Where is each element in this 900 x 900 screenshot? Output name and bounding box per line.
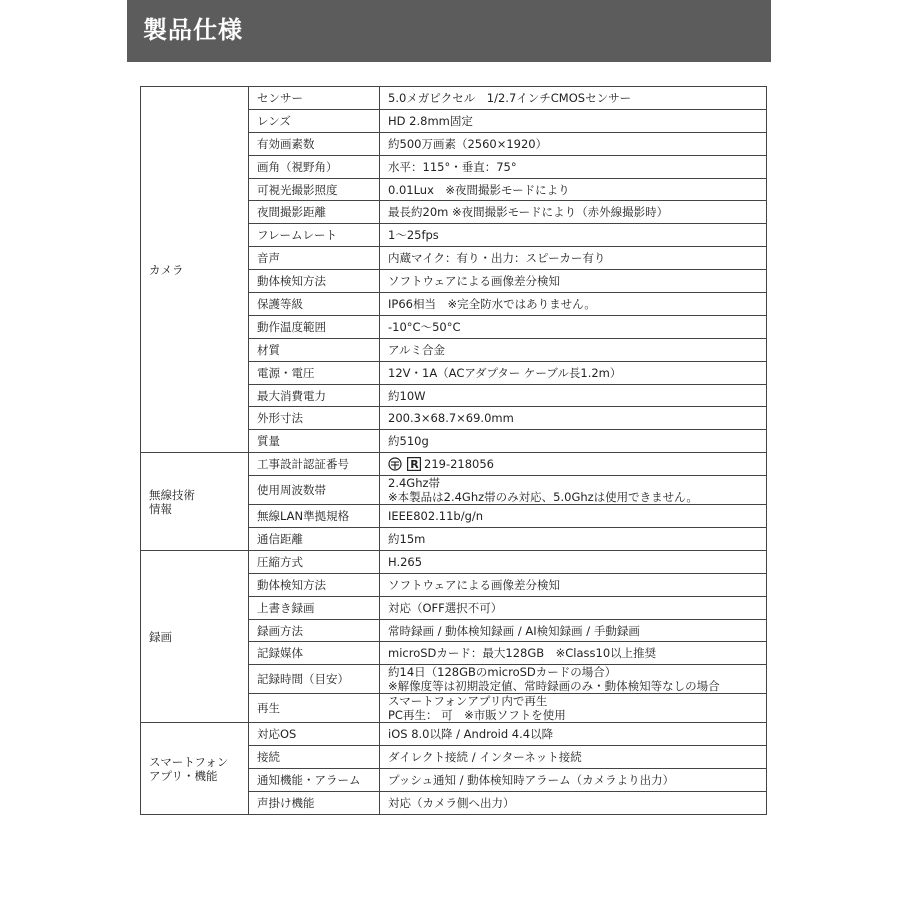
spec-label: 動体検知方法: [249, 270, 380, 293]
spec-label: 工事設計認証番号: [249, 453, 380, 476]
spec-label: 電源・電圧: [249, 361, 380, 384]
section-name: [141, 453, 249, 551]
spec-label: 音声: [249, 247, 380, 270]
spec-value: [380, 361, 767, 384]
spec-value-line: スマートフォンアプリ内で再生: [388, 694, 548, 709]
spec-value: [380, 270, 767, 293]
spec-value-line: 対応（OFF選択不可）: [388, 600, 503, 615]
spec-value-line: 12V・1A（ACアダプター ケーブル長1.2m）: [388, 365, 622, 380]
spec-value-line: 約500万画素（2560×1920）: [388, 136, 548, 151]
spec-label: 通信距離: [249, 528, 380, 551]
spec-label: 通知機能・アラーム: [249, 769, 380, 792]
spec-value: [380, 132, 767, 155]
spec-value: [380, 769, 767, 792]
spec-value-line: [388, 457, 758, 472]
spec-value: [380, 476, 767, 505]
spec-value: [380, 430, 767, 453]
section-name-line: スマートフォン: [149, 754, 229, 769]
spec-label: 記録時間（目安）: [249, 665, 380, 694]
table-row: [141, 453, 767, 476]
spec-value-line: 2.4Ghz帯: [388, 476, 441, 491]
spec-value-line: 約15m: [388, 531, 426, 546]
spec-value: [380, 792, 767, 815]
spec-value-line: iOS 8.0以降 / Android 4.4以降: [388, 727, 554, 742]
spec-value: [380, 247, 767, 270]
section-name-line: 録画: [149, 629, 172, 644]
table-row: [141, 550, 767, 573]
section-name-line: 情報: [149, 501, 172, 516]
spec-value-line: HD 2.8mm固定: [388, 113, 473, 128]
spec-label: 質量: [249, 430, 380, 453]
spec-label: 保護等級: [249, 293, 380, 316]
spec-value: [380, 619, 767, 642]
spec-value: [380, 746, 767, 769]
spec-value: [380, 642, 767, 665]
section-name: [141, 550, 249, 722]
spec-value: [380, 723, 767, 746]
spec-label: 無線LAN準拠規格: [249, 505, 380, 528]
spec-value: [380, 694, 767, 723]
spec-label: レンズ: [249, 109, 380, 132]
spec-label: 接続: [249, 746, 380, 769]
spec-value-line: ※解像度等は初期設定値、常時録画のみ・動体検知等なしの場合: [388, 679, 720, 694]
spec-value-line: ソフトウェアによる画像差分検知: [388, 577, 561, 592]
spec-value: [380, 224, 767, 247]
spec-value: [380, 573, 767, 596]
section-name-line: カメラ: [149, 262, 184, 277]
spec-value: [380, 87, 767, 110]
spec-label: 上書き録画: [249, 596, 380, 619]
spec-label: 夜間撮影距離: [249, 201, 380, 224]
spec-value-line: ソフトウェアによる画像差分検知: [388, 274, 561, 289]
spec-value-line: 約14日（128GBのmicroSDカードの場合）: [388, 665, 617, 680]
spec-label: 対応OS: [249, 723, 380, 746]
spec-value-line: 内蔵マイク：有り・出力：スピーカー有り: [388, 251, 606, 266]
spec-value-line: 0.01Lux ※夜間撮影モードにより: [388, 182, 570, 197]
svg-text:R: R: [410, 458, 419, 472]
page-title: 製品仕様: [143, 16, 243, 44]
spec-value-line: PC再生： 可 ※市販ソフトを使用: [388, 708, 566, 723]
spec-value: [380, 665, 767, 694]
spec-value-line: 常時録画 / 動体検知録画 / AI検知録画 / 手動録画: [388, 623, 640, 638]
spec-value: [380, 201, 767, 224]
certification-number: 219-218056: [424, 457, 494, 472]
spec-label: センサー: [249, 87, 380, 110]
spec-value-line: H.265: [388, 554, 423, 569]
spec-value: [380, 596, 767, 619]
spec-label: 記録媒体: [249, 642, 380, 665]
spec-label: 録画方法: [249, 619, 380, 642]
table-row: [141, 87, 767, 110]
spec-value-line: IEEE802.11b/g/n: [388, 509, 484, 524]
table-row: [141, 723, 767, 746]
spec-value-line: プッシュ通知 / 動体検知時アラーム（カメラより出力）: [388, 773, 675, 788]
telec-mark-icon: [388, 457, 404, 471]
spec-label: 材質: [249, 338, 380, 361]
spec-label: 再生: [249, 694, 380, 723]
spec-label: 画角（視野角）: [249, 155, 380, 178]
section-name-line: アプリ・機能: [149, 768, 218, 783]
spec-value-line: 対応（カメラ側へ出力）: [388, 795, 515, 810]
spec-value: [380, 338, 767, 361]
spec-value-line: IP66相当 ※完全防水ではありません。: [388, 296, 596, 311]
spec-value-line: 約510g: [388, 434, 429, 449]
section-name: [141, 723, 249, 815]
section-name-line: 無線技術: [149, 487, 195, 502]
spec-label: フレームレート: [249, 224, 380, 247]
spec-value-line: -10°C～50°C: [388, 319, 461, 334]
spec-value-line: 1～25fps: [388, 228, 439, 243]
spec-value: [380, 178, 767, 201]
spec-label: 使用周波数帯: [249, 476, 380, 505]
spec-label: 可視光撮影照度: [249, 178, 380, 201]
spec-label: 動体検知方法: [249, 573, 380, 596]
spec-value-line: 5.0メガピクセル 1/2.7インチCMOSセンサー: [388, 90, 632, 105]
spec-value-line: ダイレクト接続 / インターネット接続: [388, 750, 582, 765]
spec-value: [380, 505, 767, 528]
spec-label: 圧縮方式: [249, 550, 380, 573]
spec-value: [380, 293, 767, 316]
spec-label: 有効画素数: [249, 132, 380, 155]
spec-value: [380, 528, 767, 551]
spec-value: [380, 407, 767, 430]
spec-value-line: 水平：115°・垂直：75°: [388, 159, 517, 174]
spec-value: [380, 109, 767, 132]
spec-label: 声掛け機能: [249, 792, 380, 815]
spec-value: [380, 550, 767, 573]
spec-value-line: ※本製品は2.4Ghz帯のみ対応、5.0Ghzは使用できません。: [388, 490, 698, 505]
spec-value-line: 約10W: [388, 388, 426, 403]
spec-value-line: 最長約20m ※夜間撮影モードにより（赤外線撮影時）: [388, 205, 669, 220]
section-name: [141, 87, 249, 453]
spec-value-line: 200.3×68.7×69.0mm: [388, 411, 514, 426]
spec-value: [380, 155, 767, 178]
spec-value-line: microSDカード：最大128GB ※Class10以上推奨: [388, 646, 657, 661]
spec-label: 動作温度範囲: [249, 315, 380, 338]
page-header: [127, 0, 771, 62]
spec-value-line: アルミ合金: [388, 342, 446, 357]
spec-value: [380, 384, 767, 407]
r-mark-icon: [407, 457, 421, 471]
spec-value: [380, 453, 767, 476]
spec-label: 外形寸法: [249, 407, 380, 430]
spec-value: [380, 315, 767, 338]
spec-label: 最大消費電力: [249, 384, 380, 407]
spec-table: [140, 86, 767, 815]
